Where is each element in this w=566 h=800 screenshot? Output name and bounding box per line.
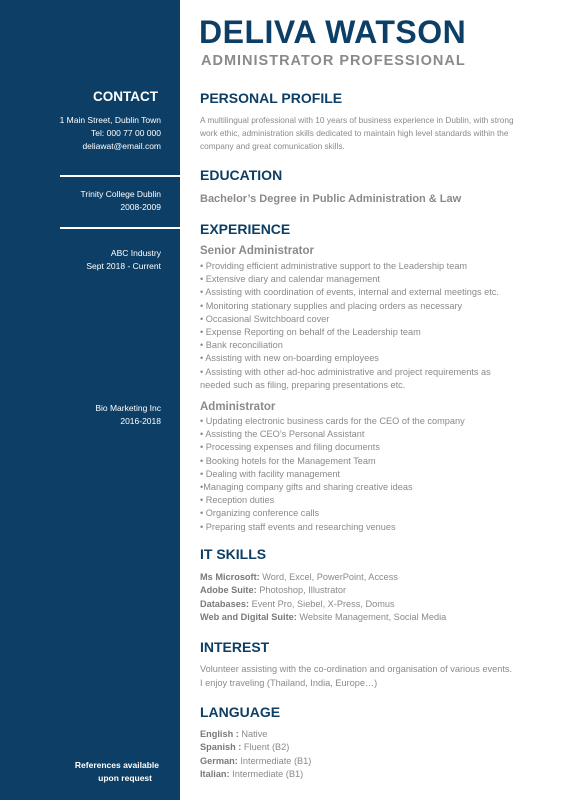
list-item: • Assisting with other ad-hoc administrative and project requirements as needed such as filing, preparing presentations etc.	[200, 366, 491, 390]
skill-item	[200, 584, 446, 597]
list-item: • Expense Reporting on behalf of the Leadership team	[200, 327, 421, 338]
list-item: • Reception duties	[200, 495, 275, 506]
skills-list	[200, 571, 446, 625]
contact-address: 1 Main Street, Dublin Town	[59, 115, 161, 125]
skill-item	[200, 611, 446, 624]
contact-email: deliawat@email.com	[82, 141, 161, 151]
language-item	[200, 728, 311, 741]
profile-text: A multilingual professional with 10 years of business experience in Dublin, with strong work ethic, administration skills dedicated to maintain high level standards within the company and great comunication skills.	[200, 115, 514, 151]
contact-phone: Tel: 000 77 00 000	[91, 128, 161, 138]
profile-title: PERSONAL PROFILE	[200, 90, 343, 106]
language-level: Fluent (B2)	[241, 742, 290, 753]
language-level: Intermediate (B1)	[237, 755, 312, 766]
list-item: • Updating electronic business cards for the CEO of the company	[200, 416, 465, 426]
interest-title: INTEREST	[200, 639, 270, 655]
language-list	[200, 728, 311, 782]
skills-title: IT SKILLS	[200, 546, 267, 562]
language-label: Spanish :	[200, 742, 242, 753]
references-line2: upon request	[98, 773, 152, 783]
skill-value: Event Pro, Siebel, X-Press, Domus	[249, 598, 395, 609]
list-item: • Organizing conference calls	[200, 508, 320, 519]
education-years: 2008-2009	[120, 202, 161, 212]
language-item	[200, 741, 311, 754]
list-item: • Occasional Switchboard cover	[200, 313, 330, 324]
language-level: Native	[238, 729, 268, 739]
list-item: • Monitoring stationary supplies and placing orders as necessary	[200, 300, 463, 311]
list-item: • Assisting the CEO’s Personal Assistant	[200, 429, 365, 440]
list-item: • Preparing staff events and researching venues	[200, 521, 396, 532]
list-item: • Assisting with coordination of events, internal and external meetings etc.	[200, 287, 499, 298]
skill-label: Adobe Suite:	[200, 585, 257, 596]
interest-line1: Volunteer assisting with the co-ordination and organisation of various events.	[200, 664, 513, 674]
education-title: EDUCATION	[200, 167, 283, 183]
list-item: • Booking hotels for the Management Team	[200, 455, 376, 466]
language-label: English :	[200, 729, 239, 739]
language-title: LANGUAGE	[200, 704, 281, 720]
experience-title: EXPERIENCE	[200, 221, 291, 237]
job2-dates: 2016-2018	[120, 416, 161, 426]
education-school: Trinity College Dublin	[80, 189, 161, 199]
list-item: • Assisting with new on-boarding employees	[200, 353, 379, 364]
job1-title: Senior Administrator	[200, 245, 314, 257]
candidate-subtitle: ADMINISTRATOR PROFESSIONAL	[201, 53, 466, 69]
list-item: • Bank reconciliation	[200, 340, 283, 351]
sidebar-divider-education	[60, 175, 180, 177]
candidate-name: DELIVA WATSON	[199, 14, 467, 50]
language-item	[200, 768, 311, 781]
skill-label: Databases:	[200, 598, 250, 609]
skill-value: Photoshop, Illustrator	[256, 585, 347, 596]
job1-company: ABC Industry	[110, 248, 161, 258]
job2-title: Administrator	[200, 401, 276, 413]
education-degree: Bachelor’s Degree in Public Administration & Law	[200, 193, 462, 205]
language-label: German:	[200, 755, 238, 766]
job2-company: Bio Marketing Inc	[95, 403, 161, 413]
list-item: • Providing efficient administrative support to the Leadership team	[200, 261, 468, 271]
skill-value: Word, Excel, PowerPoint, Access	[259, 572, 398, 582]
list-item: • Extensive diary and calendar management	[200, 274, 380, 285]
list-item: • Dealing with facility management	[200, 468, 341, 479]
skill-label: Web and Digital Suite:	[200, 612, 297, 623]
language-item	[200, 755, 311, 768]
interest-line2: I enjoy traveling (Thailand, India, Europe…)	[200, 678, 378, 688]
contact-title: CONTACT	[93, 89, 158, 104]
skill-value: Website Management, Social Media	[296, 612, 447, 623]
list-item: •Managing company gifts and sharing creative ideas	[200, 482, 413, 493]
skill-item	[200, 571, 446, 584]
language-label: Italian:	[200, 769, 230, 780]
skill-label: Ms Microsoft:	[200, 572, 260, 582]
language-level: Intermediate (B1)	[229, 769, 304, 780]
skill-item	[200, 598, 446, 611]
references-line1: References available	[74, 760, 159, 770]
job2-duties	[200, 415, 540, 534]
job1-duties	[200, 260, 540, 392]
list-item: • Processing expenses and filing documents	[200, 442, 380, 453]
job1-dates: Sept 2018 - Current	[86, 261, 161, 271]
sidebar-divider-experience	[60, 227, 180, 229]
